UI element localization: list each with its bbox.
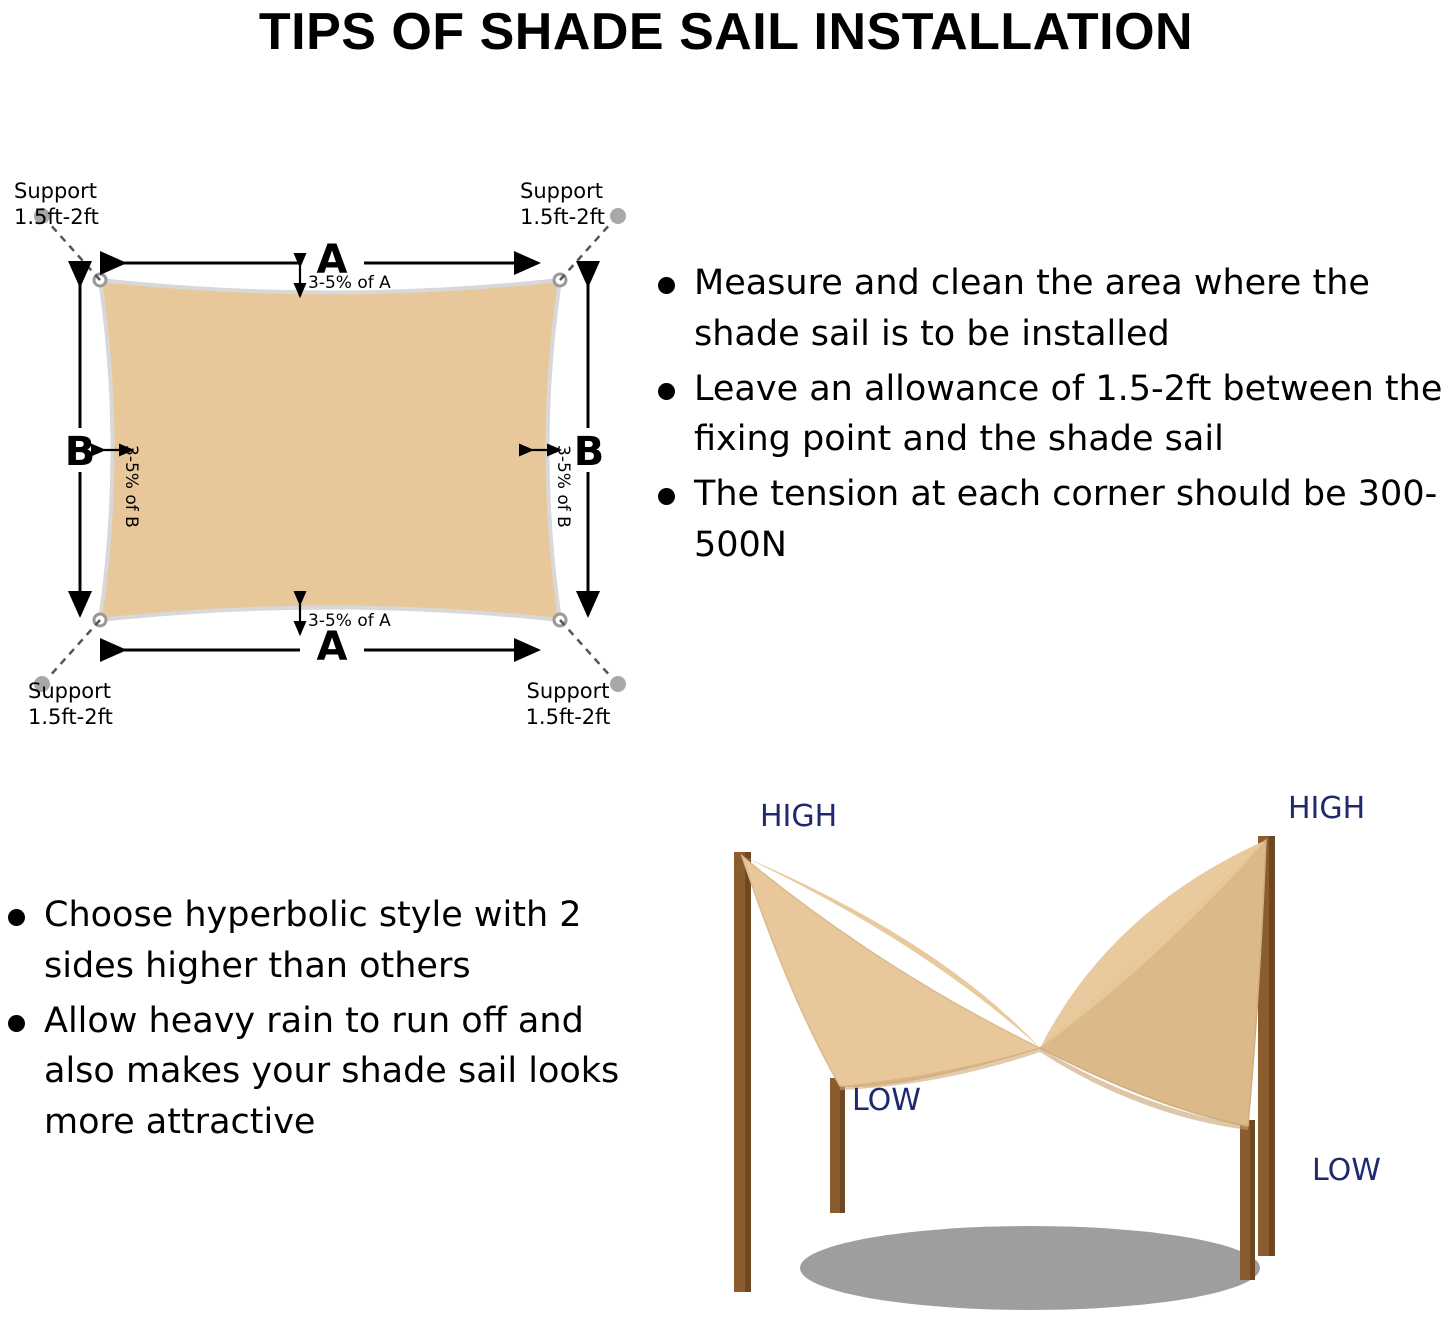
label-curve-left: 3-5% of B [121,445,141,528]
hyperbolic-sail-illustration [640,790,1452,1325]
support-label-top-right-title: Support [520,179,604,203]
label-high-right: HIGH [1288,791,1366,826]
support-label-bottom-left-value: 1.5ft-2ft [28,705,113,729]
list-item-text: The tension at each corner should be 300-500N [694,474,1438,565]
page-title: TIPS OF SHADE SAIL INSTALLATION [258,3,1194,61]
list-item [650,364,1450,466]
list-item-text: Measure and clean the area where the shade sail is to be installed [694,263,1370,354]
post-front-left-shade [840,1078,845,1213]
support-line-bottom-right [560,620,612,678]
post-back-right-shade [1269,836,1275,1256]
support-label-top-right-value: 1.5ft-2ft [520,205,605,229]
support-label-top-left-value: 1.5ft-2ft [14,205,99,229]
label-high-left: HIGH [760,799,838,834]
label-width-top: A [316,237,348,283]
label-curve-bottom: 3-5% of A [308,611,391,631]
list-item-text: Allow heavy rain to run off and also makes your shade sail looks more attractive [44,1000,620,1142]
bullet-dot-icon [8,1015,25,1032]
label-curve-top: 3-5% of A [308,273,391,293]
bullet-dot-icon [658,277,675,294]
list-item [650,469,1450,571]
list-item [650,258,1450,360]
support-label-top-left-title: Support [14,179,98,203]
bullet-dot-icon [8,909,25,926]
label-width-bottom: A [316,624,348,670]
support-line-top-left [48,222,100,280]
label-height-left: B [64,429,96,475]
list-item-text: Leave an allowance of 1.5-2ft between the fixing point and the shade sail [694,368,1443,460]
support-line-bottom-left [48,620,100,678]
support-anchor-top-right [610,208,626,224]
support-label-bottom-right-value: 1.5ft-2ft [525,705,611,729]
post-front-right-shade [1250,1120,1255,1280]
support-line-top-right [560,222,612,280]
support-label-bottom-left-title: Support [28,679,112,703]
rectangle-sail-diagram [0,160,660,740]
tips-list-bottom [0,890,640,1152]
sail-lobe-left [742,856,1040,1086]
label-low-left: LOW [852,1083,921,1118]
support-anchor-bottom-right [610,676,626,692]
sail-shape [100,280,560,620]
post-back-left-shade [745,852,751,1292]
bullet-dot-icon [658,383,675,400]
list-item-text: Choose hyperbolic style with 2 sides higher than others [44,895,582,986]
label-curve-right: 3-5% of B [553,445,573,528]
support-label-bottom-right-title: Support [526,679,610,703]
label-height-right: B [573,429,605,475]
bullet-dot-icon [658,488,675,505]
tips-list-top [650,258,1450,575]
list-item [0,996,640,1148]
list-item [0,890,640,992]
label-low-right: LOW [1312,1153,1381,1188]
sail-lobe-right [1040,840,1266,1126]
